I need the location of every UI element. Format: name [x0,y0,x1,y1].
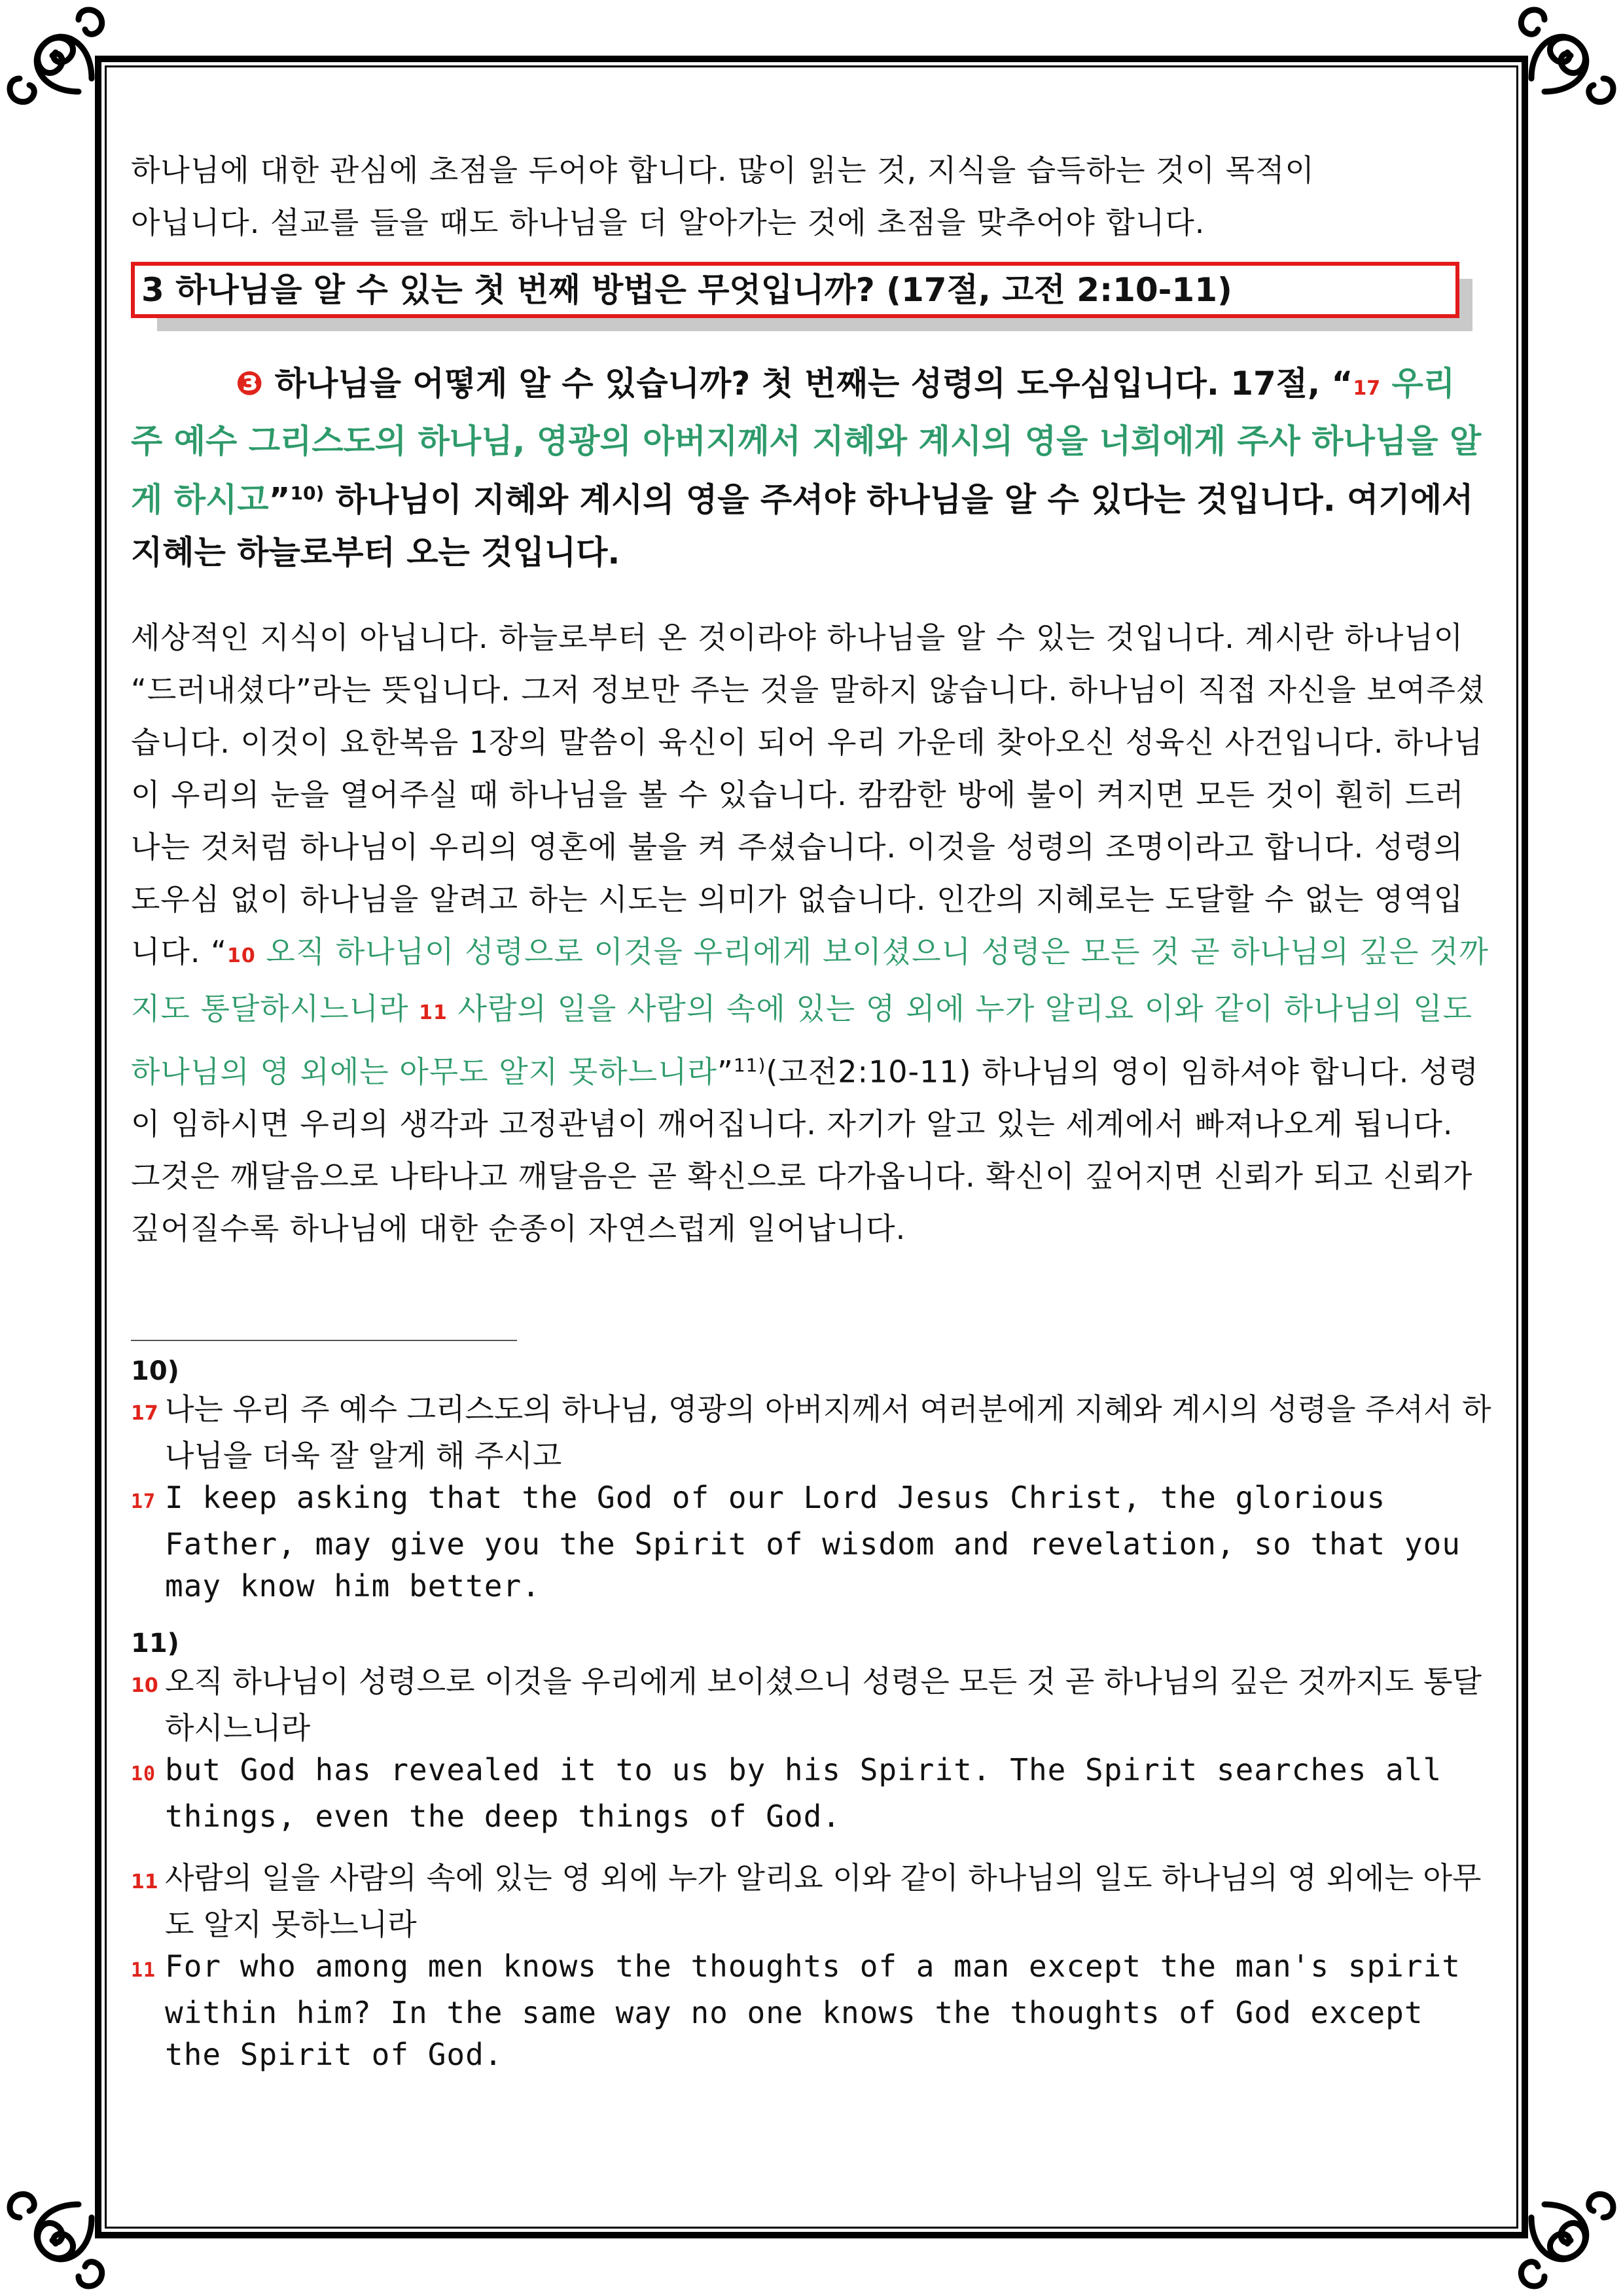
verse-number: 10 [131,1762,156,1785]
footnote-11-english-v10 [131,1749,1492,1837]
footnote-text: For who among men knows the thoughts of a man except the man's spirit within him? In the same way no one knows the thoughts of God except the Spirit of God. [165,1948,1461,2072]
body-text-2: (고전2:10-11) 하나님의 영이 임하셔야 합니다. 성령이 임하시면 우리의 생각과 고정관념이 깨어집니다. 자기가 알고 있는 세계에서 빠져나오게 됩니다. 그것은 깨달음으로 나타나고 깨달음은 곧 확신으로 다가옵니다. 확신이 깊어지면 신뢰가 되고 신뢰가 깊어질수록 하나님에 대한 순종이 자연스럽게 일어납니다. [131,1053,1479,1246]
verse-number: 17 [1353,377,1381,400]
page-content [131,144,1492,2075]
footnote-text: 나는 우리 주 예수 그리스도의 하나님, 영광의 아버지께서 여러분에게 지혜와 계시의 성령을 주셔서 하나님을 더욱 잘 알게 해 주시고 [165,1391,1491,1473]
body-paragraph [131,611,1492,1255]
question-box [131,262,1459,325]
intro-line-1: 하나님에 대한 관심에 초점을 두어야 합니다. 많이 읽는 것, 지식을 습득하는 것이 목적이 [131,152,1315,188]
footnote-ref-10[interactable]: 10) [290,482,325,504]
verse-text: 우리 주 예수 그리스도의 하나님, 영광의 아버지께서 지혜와 계시의 영을 너희에게 주사 하나님을 알게 하시고 [131,365,1482,519]
footnote-divider [131,1340,517,1341]
answer-paragraph [131,357,1492,579]
verse-number: 11 [131,1870,158,1893]
footnote-text: I keep asking that the God of our Lord Jesus Christ, the glorious Father, may give you the Spirit of wisdom and revelation, so that you may know him better. [165,1479,1461,1604]
answer-lead: 하나님을 어떻게 알 수 있습니까? 첫 번째는 성령의 도우심입니다. 17절, “ [274,365,1353,403]
corner-ornament-icon [1466,2139,1623,2296]
footnote-11-korean-v10 [131,1660,1492,1749]
footnote-text: but God has revealed it to us by his Spirit. The Spirit searches all things, even the deep things of God. [165,1751,1442,1834]
corner-ornament-icon [0,2139,157,2296]
footnote-ref-11[interactable]: 11) [733,1054,766,1076]
quote-close: ” [268,480,291,519]
corner-ornament-icon [1466,0,1623,157]
answer-marker: ❸ [236,365,264,403]
quote-close: ” [717,1053,734,1089]
answer-tail: 하나님이 지혜와 계시의 영을 주셔야 하나님을 알 수 있다는 것입니다. 여기에서 지혜는 하늘로부터 오는 것입니다. [131,480,1474,571]
verse-number: 10 [131,1674,158,1697]
footnote-10-korean [131,1388,1492,1477]
verse-number: 11 [131,1958,156,1982]
verse-number: 10 [226,944,256,967]
footnote-text: 사람의 일을 사람의 속에 있는 영 외에 누가 알리요 이와 같이 하나님의 일도 하나님의 영 외에는 아무도 알지 못하느니라 [165,1859,1482,1942]
verse-number: 17 [131,1490,156,1513]
footnote-text: 오직 하나님이 성령으로 이것을 우리에게 보이셨으니 성령은 모든 것 곧 하나님의 깊은 것까지도 통달하시느니라 [165,1663,1482,1746]
corner-ornament-icon [0,0,157,157]
verse-number: 11 [419,1001,448,1024]
footnote-label-10: 10) [131,1355,179,1386]
footnote-11-korean-v11 [131,1857,1492,1945]
body-text-1: 세상적인 지식이 아닙니다. 하늘로부터 온 것이라야 하나님을 알 수 있는 것입니다. 계시란 하나님이 “드러내셨다”라는 뜻입니다. 그저 정보만 주는 것을 말하지 않습니다. 하나님이 직접 자신을 보여주셨습니다. 이것이 요한복음 1장의 말씀이 육신이 되어 우리 가운데 찾아오신 성육신 사건입니다. 하나님이 우리의 눈을 열어주실 때 하나님을 볼 수 있습니다. 캄캄한 방에 불이 켜지면 모든 것이 훤히 드러나는 것처럼 하나님이 우리의 영혼에 불을 켜 주셨습니다. 이것을 성령의 조명이라고 합니다. 성령의 도우심 없이 하나님을 알려고 하는 시도는 의미가 없습니다. 인간의 지혜로는 도달할 수 없는 영역입니다. “ [131,619,1486,969]
intro-line-2: 아닙니다. 설교를 들을 때도 하나님을 더 알아가는 것에 초점을 맞추어야 합니다. [131,205,1205,240]
verse-number: 17 [131,1401,158,1425]
question-heading: 3 하나님을 알 수 있는 첫 번째 방법은 무엇입니까? (17절, 고전 2:10-11) [131,262,1459,318]
footnote-10-english [131,1477,1492,1607]
footnote-label-11: 11) [131,1628,179,1659]
footnote-11-english-v11 [131,1945,1492,2075]
verse-text: 사람의 일을 사람의 속에 있는 영 외에 누가 알리요 이와 같이 하나님의 일도 하나님의 영 외에는 아무도 알지 못하느니라 [131,990,1473,1089]
verse-text: 오직 하나님이 성령으로 이것을 우리에게 보이셨으니 성령은 모든 것 곧 하나님의 깊은 것까지도 통달하시느니라 [131,933,1489,1026]
